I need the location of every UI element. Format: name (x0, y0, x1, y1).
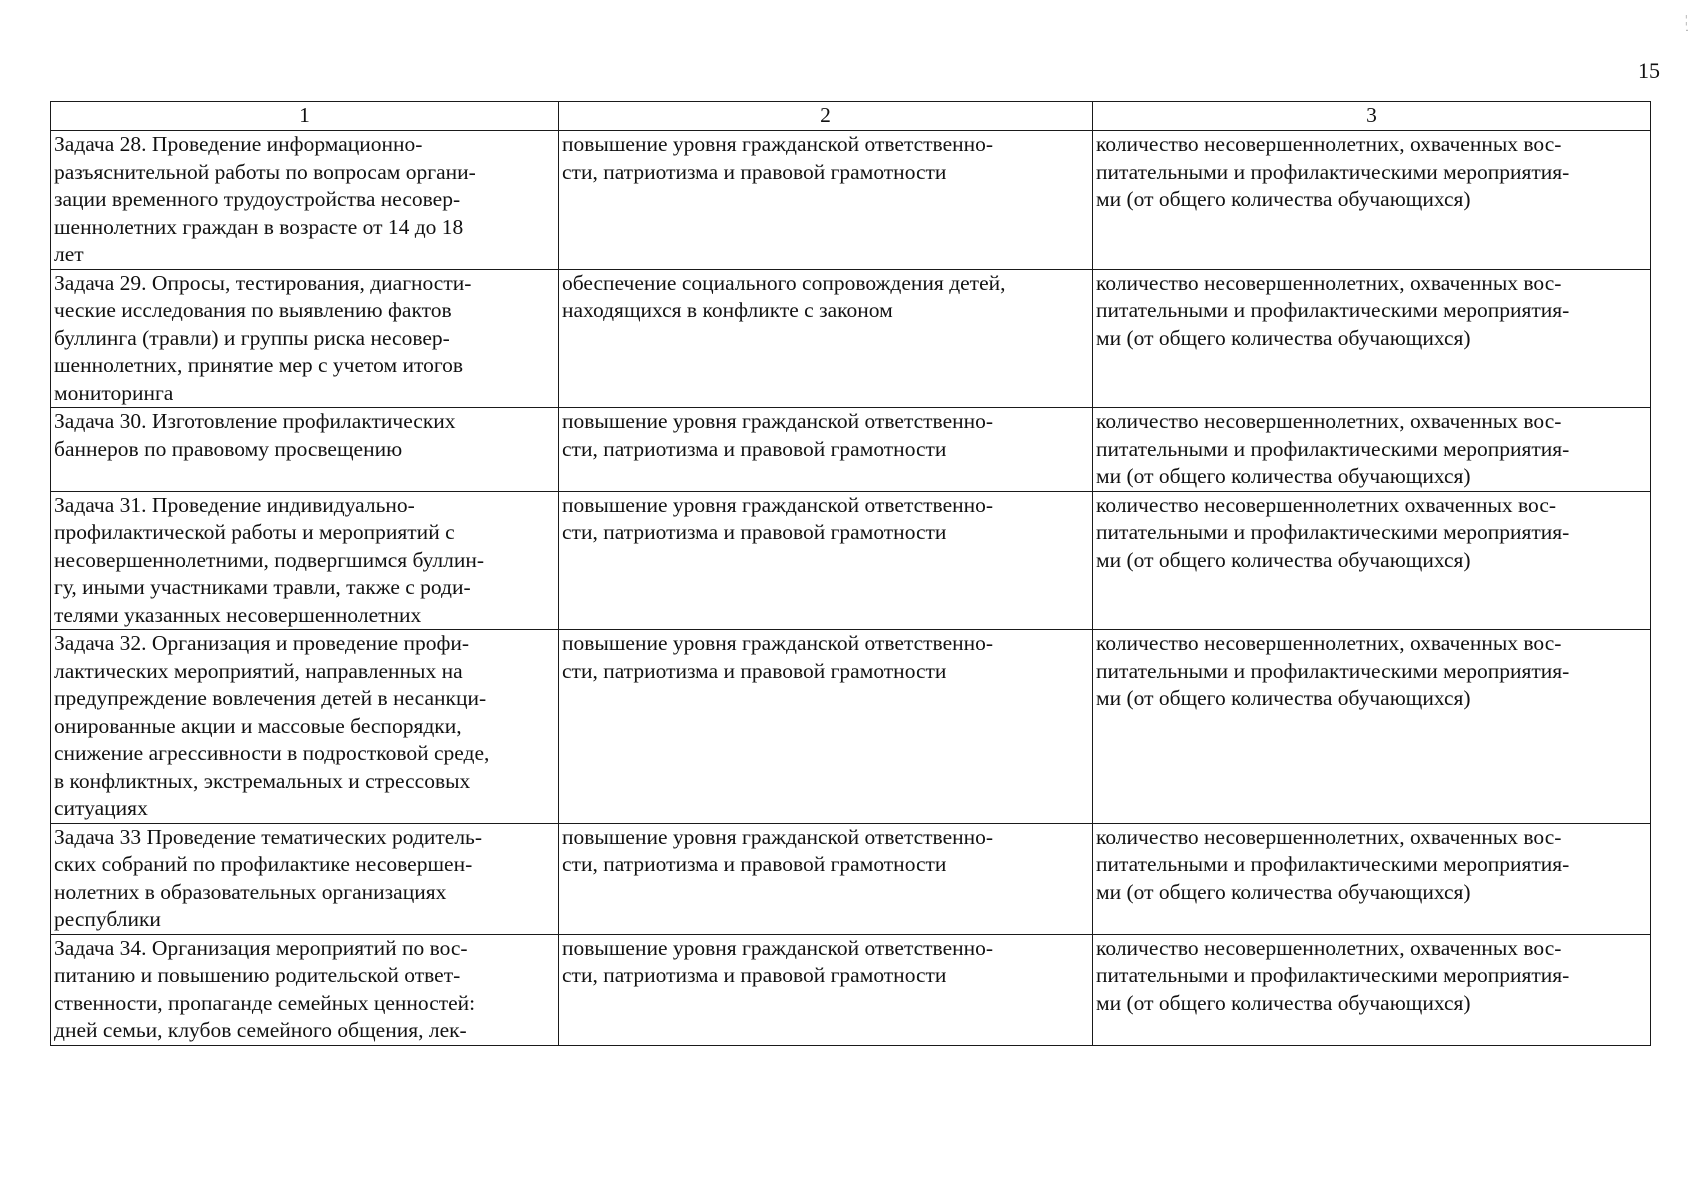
task-cell-line: лактических мероприятий, направленных на (54, 658, 463, 683)
result-cell (559, 269, 1093, 408)
task-cell-line: предупреждение вовлечения детей в несанкци- (54, 686, 487, 710)
task-cell-line: онированные акции и массовые беспорядки, (54, 713, 462, 738)
task-cell-line: республики (54, 907, 161, 931)
task-cell (51, 491, 559, 630)
table-body (51, 131, 1651, 1046)
task-cell-line: в конфликтных, экстремальных и стрессовых (54, 768, 471, 793)
indicator-cell (1093, 823, 1651, 934)
task-cell-line: несовершеннолетними, подвергшимся буллин- (54, 547, 485, 572)
indicator-cell-line: ми (от общего количества обучающихся) (1096, 686, 1471, 710)
task-cell-line: зации временного трудоустройства несовер- (54, 187, 461, 211)
task-cell-line: профилактической работы и мероприятий с (54, 520, 455, 544)
task-cell-line: ственности, пропаганде семейных ценностей: (54, 990, 476, 1015)
task-cell-line: ческие исследования по выявлению фактов (54, 298, 452, 322)
result-cell-line: повышение уровня гражданской ответственно- (562, 631, 994, 655)
indicator-cell-line: количество несовершеннолетних, охваченных вос- (1096, 409, 1562, 433)
task-cell-line: Задача 34. Организация мероприятий по вос- (54, 935, 468, 960)
task-cell-line: питанию и повышению родительской ответ- (54, 963, 461, 987)
task-cell-line: дней семьи, клубов семейного общения, лек- (54, 1018, 467, 1042)
table-row (51, 823, 1651, 934)
result-cell-line: повышение уровня гражданской ответственно- (562, 409, 994, 433)
result-cell (559, 823, 1093, 934)
task-cell-line: нолетних в образовательных организациях (54, 879, 447, 904)
task-cell (51, 630, 559, 824)
task-cell-line: Задача 30. Изготовление профилактических (54, 409, 456, 433)
indicator-cell (1093, 269, 1651, 408)
task-cell-line: шеннолетних, принятие мер с учетом итогов (54, 353, 464, 377)
task-cell-line: шеннолетних граждан в возрасте от 14 до 18 (54, 214, 464, 239)
indicator-cell-line: питательными и профилактическими мероприятия- (1096, 520, 1570, 544)
result-cell-line: обеспечение социального сопровождения детей, (562, 270, 1006, 295)
indicator-cell-line: ми (от общего количества обучающихся) (1096, 990, 1471, 1015)
task-cell (51, 408, 559, 492)
result-cell-line: сти, патриотизма и правовой грамотности (562, 658, 947, 683)
result-cell-line: сти, патриотизма и правовой грамотности (562, 520, 947, 544)
result-cell (559, 491, 1093, 630)
result-cell (559, 408, 1093, 492)
table-row (51, 408, 1651, 492)
task-cell-line: Задача 29. Опросы, тестирования, диагности- (54, 270, 472, 295)
task-cell-line: ситуациях (54, 796, 148, 820)
indicator-cell (1093, 934, 1651, 1045)
task-cell-line: Задача 32. Организация и проведение профи- (54, 631, 470, 655)
indicator-cell (1093, 408, 1651, 492)
result-cell-line: повышение уровня гражданской ответственно- (562, 492, 994, 517)
indicator-cell-line: питательными и профилактическими мероприятия- (1096, 436, 1570, 461)
task-cell (51, 269, 559, 408)
indicator-cell (1093, 491, 1651, 630)
indicator-cell-line: количество несовершеннолетних, охваченных вос- (1096, 132, 1562, 156)
indicator-cell-line: ми (от общего количества обучающихся) (1096, 325, 1471, 350)
measures-table (50, 101, 1651, 1046)
result-cell (559, 131, 1093, 270)
result-cell-line: сти, патриотизма и правовой грамотности (562, 852, 947, 876)
result-cell-line: сти, патриотизма и правовой грамотности (562, 436, 947, 461)
task-cell-line: буллинга (травли) и группы риска несовер- (54, 325, 450, 350)
indicator-cell-line: питательными и профилактическими мероприятия- (1096, 159, 1570, 184)
task-cell-line: разъяснительной работы по вопросам органи- (54, 159, 476, 184)
result-cell-line: повышение уровня гражданской ответственно- (562, 935, 994, 960)
result-cell-line: сти, патриотизма и правовой грамотности (562, 963, 947, 987)
indicator-cell-line: ми (от общего количества обучающихся) (1096, 879, 1471, 904)
indicator-cell-line: питательными и профилактическими мероприятия- (1096, 963, 1570, 987)
task-cell (51, 934, 559, 1045)
task-cell (51, 823, 559, 934)
indicator-cell-line: ми (от общего количества обучающихся) (1096, 464, 1471, 488)
task-cell-line: баннеров по правовому просвещению (54, 436, 403, 461)
result-cell-line: сти, патриотизма и правовой грамотности (562, 159, 947, 184)
result-cell-line: повышение уровня гражданской ответственно- (562, 824, 994, 849)
indicator-cell-line: ми (от общего количества обучающихся) (1096, 547, 1471, 572)
indicator-cell-line: количество несовершеннолетних охваченных вос- (1096, 492, 1557, 517)
indicator-cell-line: питательными и профилактическими мероприятия- (1096, 298, 1570, 322)
task-cell-line: Задача 33 Проведение тематических родитель- (54, 824, 483, 849)
column-header-1: 1 (51, 102, 559, 131)
indicator-cell-line: ми (от общего количества обучающихся) (1096, 187, 1471, 211)
task-cell (51, 131, 559, 270)
table-row (51, 269, 1651, 408)
task-cell-line: лет (54, 242, 84, 266)
indicator-cell-line: питательными и профилактическими мероприятия- (1096, 658, 1570, 683)
result-cell-line: повышение уровня гражданской ответственно- (562, 132, 994, 156)
indicator-cell-line: количество несовершеннолетних, охваченных вос- (1096, 270, 1562, 295)
result-cell-line: находящихся в конфликте с законом (562, 298, 893, 322)
task-cell-line: телями указанных несовершеннолетних (54, 602, 422, 627)
table-row (51, 491, 1651, 630)
task-cell-line: Задача 31. Проведение индивидуально- (54, 492, 415, 517)
indicator-cell-line: количество несовершеннолетних, охваченных вос- (1096, 935, 1562, 960)
header-row (51, 102, 1651, 131)
indicator-cell (1093, 630, 1651, 824)
task-cell-line: снижение агрессивности в подростковой среде, (54, 741, 490, 765)
task-cell-line: мониторинга (54, 380, 174, 405)
indicator-cell (1093, 131, 1651, 270)
indicator-cell-line: количество несовершеннолетних, охваченных вос- (1096, 631, 1562, 655)
result-cell (559, 934, 1093, 1045)
result-cell (559, 630, 1093, 824)
task-cell-line: гу, иными участниками травли, также с роди- (54, 575, 471, 599)
table-row (51, 934, 1651, 1045)
column-header-3: 3 (1093, 102, 1651, 131)
task-cell-line: ских собраний по профилактике несовершен- (54, 852, 473, 876)
column-header-2: 2 (559, 102, 1093, 131)
indicator-cell-line: питательными и профилактическими мероприятия- (1096, 852, 1570, 876)
task-cell-line: Задача 28. Проведение информационно- (54, 132, 423, 156)
table-row (51, 630, 1651, 824)
page-number: 15 (1638, 58, 1660, 83)
indicator-cell-line: количество несовершеннолетних, охваченных вос- (1096, 824, 1562, 849)
scan-artifact: ¦ · (1685, 12, 1689, 37)
table-row (51, 131, 1651, 270)
